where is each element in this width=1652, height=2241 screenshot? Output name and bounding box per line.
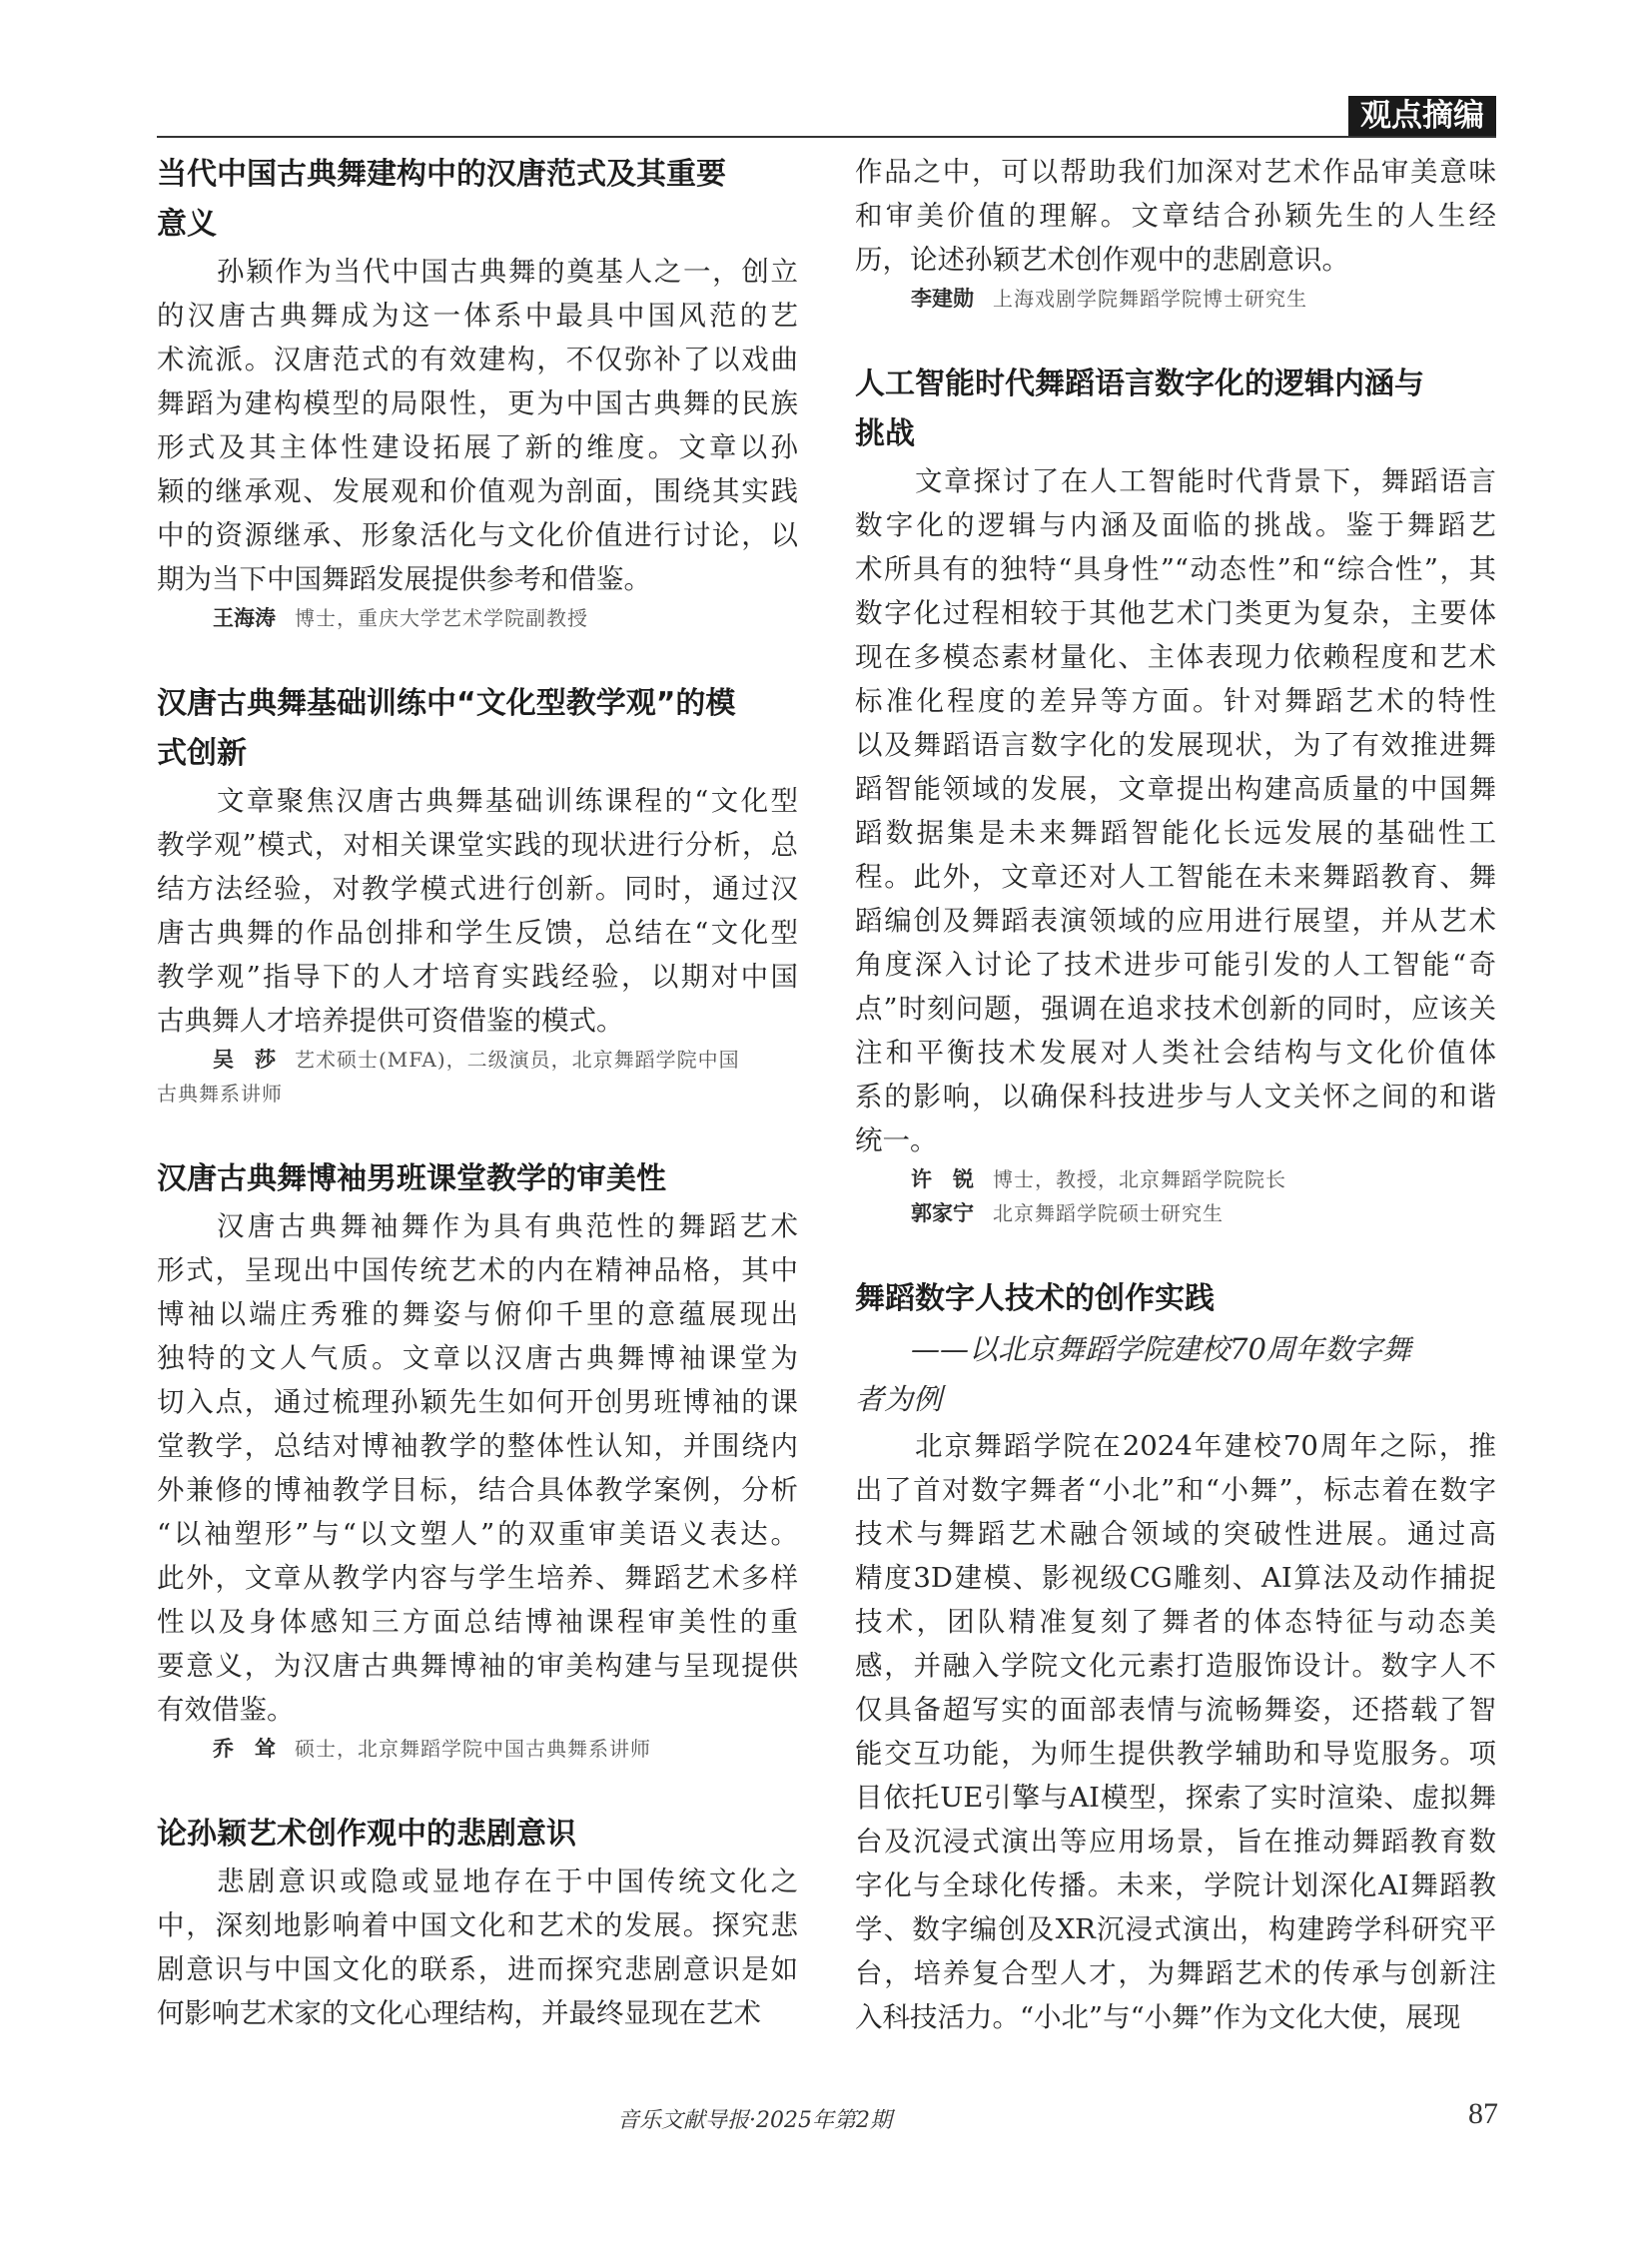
body-text-line: 技术与舞蹈艺术融合领域的突破性进展。通过高 — [855, 1518, 1496, 1550]
author-affiliation: 北京舞蹈学院硕士研究生 — [993, 1201, 1224, 1225]
body-text-line: 术流派。汉唐范式的有效建构，不仅弥补了以戏曲 — [157, 344, 798, 375]
body-text-line: 教学观”指导下的人才培育实践经验，以期对中国 — [157, 961, 798, 993]
article-title-line: 汉唐古典舞基础训练中“文化型教学观”的模 — [157, 686, 736, 721]
article-spacer — [157, 1766, 798, 1810]
page-number: 87 — [1468, 2097, 1498, 2130]
article-title-line: 人工智能时代舞蹈语言数字化的逻辑内涵与 — [855, 367, 1424, 401]
body-text-line: 古典舞人才培养提供可资借鉴的模式。 — [157, 1005, 624, 1037]
left-column — [157, 150, 798, 2035]
article-title-line: 汉唐古典舞博袖男班课堂教学的审美性 — [157, 1161, 666, 1196]
body-text-line: 和审美价值的理解。文章结合孙颖先生的人生经 — [855, 200, 1496, 232]
body-text-line: 学、数字编创及XR沉浸式演出，构建跨学科研究平 — [855, 1913, 1496, 1945]
body-text-line: 程。此外，文章还对人工智能在未来舞蹈教育、舞 — [855, 861, 1496, 893]
body-text-line: 文章聚焦汉唐古典舞基础训练课程的“文化型 — [217, 785, 798, 817]
author-line — [157, 1043, 798, 1077]
body-text-line: 孙颖作为当代中国古典舞的奠基人之一，创立 — [217, 256, 798, 288]
author-name: 许 锐 — [911, 1167, 974, 1191]
author-affiliation: 博士，教授，北京舞蹈学院院长 — [993, 1167, 1286, 1191]
body-text-line: 蹈编创及舞蹈表演领域的应用进行展望，并从艺术 — [855, 905, 1496, 937]
body-text-line: 注和平衡技术发展对人类社会结构与文化价值体 — [855, 1037, 1496, 1069]
body-text-line: 目依托UE引擎与AI模型，探索了实时渲染、虚拟舞 — [855, 1782, 1496, 1814]
body-text-line: 现在多模态素材量化、主体表现力依赖程度和艺术 — [855, 641, 1496, 673]
body-text-line: 蹈数据集是未来舞蹈智能化长远发展的基础性工 — [855, 817, 1496, 849]
article-title-line: 式创新 — [157, 736, 247, 771]
body-text-line: 标准化程度的差异等方面。针对舞蹈艺术的特性 — [855, 685, 1496, 717]
body-text-line: 统一。 — [855, 1124, 938, 1156]
body-text-line: 数字化过程相较于其他艺术门类更为复杂，主要体 — [855, 597, 1496, 629]
body-text-line: 期为当下中国舞蹈发展提供参考和借鉴。 — [157, 563, 651, 595]
body-text-line: 文章探讨了在人工智能时代背景下，舞蹈语言 — [915, 465, 1496, 497]
author-affiliation: 上海戏剧学院舞蹈学院博士研究生 — [993, 287, 1307, 311]
author-line — [157, 601, 798, 635]
body-text-line: 能交互功能，为师生提供教学辅助和导览服务。项 — [855, 1738, 1496, 1770]
body-text-line: 汉唐古典舞袖舞作为具有典范性的舞蹈艺术 — [217, 1210, 798, 1242]
body-text-line: 结方法经验，对教学模式进行创新。同时，通过汉 — [157, 873, 798, 905]
body-text-line: 以及舞蹈语言数字化的发展现状，为了有效推进舞 — [855, 729, 1496, 761]
body-text-line: 精度3D建模、影视级CG雕刻、AI算法及动作捕捉 — [855, 1562, 1496, 1594]
footer-journal-name: 音乐文献导报·2025年第2期 — [617, 2108, 892, 2133]
author-name: 李建勋 — [911, 287, 974, 311]
body-text-line: 蹈智能领域的发展，文章提出构建高质量的中国舞 — [855, 773, 1496, 805]
header-rule — [157, 136, 1496, 138]
body-text-line: 技术，团队精准复刻了舞者的体态特征与动态美 — [855, 1606, 1496, 1638]
body-text-line: 此外，文章从教学内容与学生培养、舞蹈艺术多样 — [157, 1562, 798, 1594]
body-text-line: 入科技活力。“小北”与“小舞”作为文化大使，展现 — [855, 2001, 1461, 2033]
body-text-line: 有效借鉴。 — [157, 1694, 295, 1726]
article — [157, 150, 798, 635]
article — [157, 1154, 798, 1766]
body-text-line: 舞蹈为建构模型的局限性，更为中国古典舞的民族 — [157, 387, 798, 419]
body-text-line: 独特的文人气质。文章以汉唐古典舞博袖课堂为 — [157, 1342, 798, 1374]
article-title-line: 论孙颖艺术创作观中的悲剧意识 — [157, 1817, 576, 1852]
author-affiliation: 硕士，北京舞蹈学院中国古典舞系讲师 — [295, 1737, 651, 1761]
body-text-line: 台，培养复合型人才，为舞蹈艺术的传承与创新注 — [855, 1957, 1496, 1989]
author-line — [157, 1732, 798, 1766]
article-title-line: 当代中国古典舞建构中的汉唐范式及其重要 — [157, 157, 726, 192]
body-text-line: 系的影响，以确保科技进步与人文关怀之间的和谐 — [855, 1081, 1496, 1113]
body-text-line: 台及沉浸式演出等应用场景，旨在推动舞蹈教育数 — [855, 1826, 1496, 1858]
body-text-line: 角度深入讨论了技术进步可能引发的人工智能“奇 — [855, 949, 1496, 981]
article-spacer — [157, 635, 798, 679]
article-spacer — [855, 1230, 1496, 1274]
article-spacer — [157, 1111, 798, 1154]
author-name: 乔 耸 — [213, 1737, 276, 1761]
body-text-line: 点”时刻问题，强调在追求技术创新的同时，应该关 — [855, 993, 1496, 1025]
body-text-line: 形式，呈现出中国传统艺术的内在精神品格，其中 — [157, 1254, 798, 1286]
author-affiliation: 艺术硕士(MFA)，二级演员，北京舞蹈学院中国 — [295, 1048, 740, 1072]
right-column — [855, 150, 1496, 2039]
body-text-line: 性以及身体感知三方面总结博袖课程审美性的重 — [157, 1606, 798, 1638]
article-subtitle-line: ——以北京舞蹈学院建校70周年数字舞 — [911, 1332, 1411, 1366]
article-title-line: 挑战 — [855, 416, 915, 451]
author-name: 王海涛 — [213, 606, 276, 630]
body-text-line: 唐古典舞的作品创排和学生反馈，总结在“文化型 — [157, 917, 798, 949]
article — [157, 1810, 798, 2035]
body-text-line: 剧意识与中国文化的联系，进而探究悲剧意识是如 — [157, 1953, 798, 1985]
body-text-line: 仅具备超写实的面部表情与流畅舞姿，还搭载了智 — [855, 1694, 1496, 1726]
body-text-line: 形式及其主体性建设拓展了新的维度。文章以孙 — [157, 431, 798, 463]
author-line — [855, 282, 1496, 316]
body-text-line: 悲剧意识或隐或显地存在于中国传统文化之 — [217, 1866, 798, 1897]
body-text-line: 出了首对数字舞者“小北”和“小舞”，标志着在数字 — [855, 1474, 1496, 1506]
body-text-line: 术所具有的独特“具身性”“动态性”和“综合性”，其 — [855, 553, 1496, 585]
article-title-line: 意义 — [157, 207, 217, 242]
body-text-line: 堂教学，总结对博袖教学的整体性认知，并围绕内 — [157, 1430, 798, 1462]
author-affiliation-continued: 古典舞系讲师 — [157, 1082, 283, 1106]
body-text-line: 中的资源继承、形象活化与文化价值进行讨论，以 — [157, 519, 798, 551]
section-tag: 观点摘编 — [1348, 96, 1496, 137]
article — [855, 1274, 1496, 2039]
article — [855, 360, 1496, 1230]
author-affiliation: 博士，重庆大学艺术学院副教授 — [295, 606, 588, 630]
body-text-line: 历，论述孙颖艺术创作观中的悲剧意识。 — [855, 244, 1349, 276]
author-name: 吴 莎 — [213, 1048, 276, 1072]
author-line — [855, 1196, 1496, 1230]
body-text-line: 颖的继承观、发展观和价值观为剖面，围绕其实践 — [157, 475, 798, 507]
body-text-line: 博袖以端庄秀雅的舞姿与俯仰千里的意蕴展现出 — [157, 1298, 798, 1330]
author-line — [855, 1162, 1496, 1196]
body-text-line: 作品之中，可以帮助我们加深对艺术作品审美意味 — [855, 156, 1496, 188]
body-text-line: 北京舞蹈学院在2024年建校70周年之际，推 — [915, 1430, 1496, 1462]
body-text-line: 的汉唐古典舞成为这一体系中最具中国风范的艺 — [157, 300, 798, 332]
body-text-line: 字化与全球化传播。未来，学院计划深化AI舞蹈教 — [855, 1869, 1496, 1901]
author-name: 郭家宁 — [911, 1201, 974, 1225]
body-text-line: 中，深刻地影响着中国文化和艺术的发展。探究悲 — [157, 1909, 798, 1941]
body-text-line: 数字化的逻辑与内涵及面临的挑战。鉴于舞蹈艺 — [855, 509, 1496, 541]
article — [157, 679, 798, 1111]
body-text-line: 要意义，为汉唐古典舞博袖的审美构建与呈现提供 — [157, 1650, 798, 1682]
article-subtitle-line: 者为例 — [855, 1382, 943, 1416]
body-text-line: 感，并融入学院文化元素打造服饰设计。数字人不 — [855, 1650, 1496, 1682]
body-text-line: 何影响艺术家的文化心理结构，并最终显现在艺术 — [157, 1997, 761, 2029]
body-text-line: 切入点，通过梳理孙颖先生如何开创男班博袖的课 — [157, 1386, 798, 1418]
article-title-line: 舞蹈数字人技术的创作实践 — [855, 1281, 1215, 1316]
body-text-line: 外兼修的博袖教学目标，结合具体教学案例，分析 — [157, 1474, 798, 1506]
article-spacer — [855, 316, 1496, 360]
body-text-line: 教学观”模式，对相关课堂实践的现状进行分析，总 — [157, 829, 798, 861]
body-text-line: “以袖塑形”与“以文塑人”的双重审美语义表达。 — [157, 1518, 798, 1550]
